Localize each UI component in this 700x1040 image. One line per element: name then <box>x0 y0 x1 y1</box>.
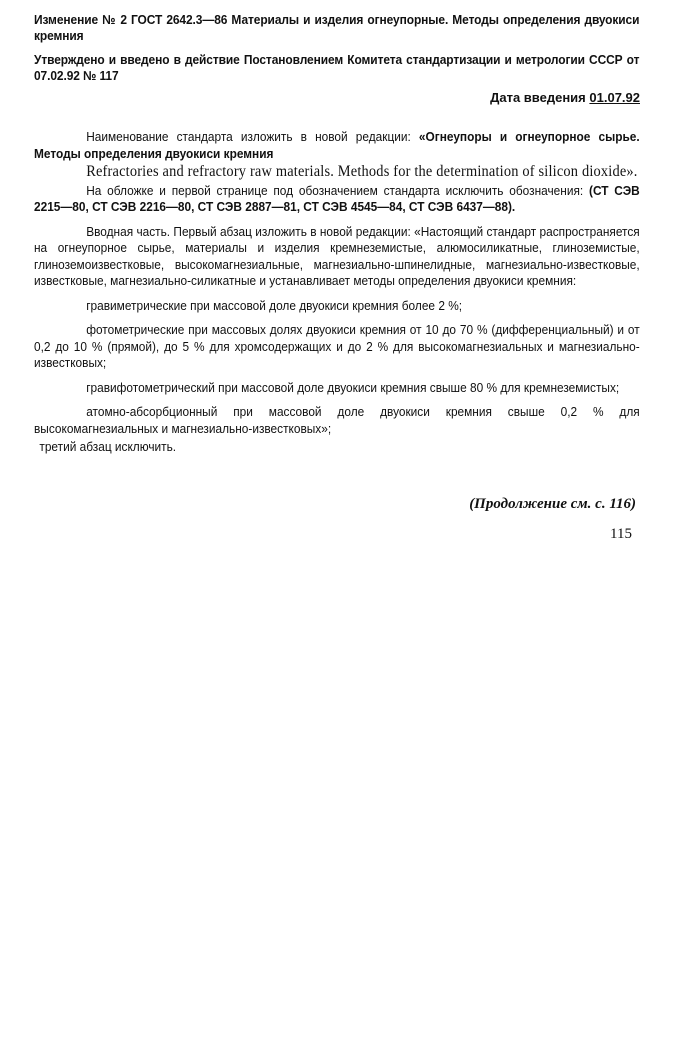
date-value: 01.07.92 <box>589 90 640 105</box>
document-page <box>34 12 640 456</box>
method-photometric: фотометрические при массовых долях двуокиси кремния от 10 до 70 % (дифференциальный) и от 0,2 до 10 % (прямой), до 5 % для хромсодержащих и до 2 % для высокомагнезиальных и магнезиально-известковых; <box>34 322 640 370</box>
method-atomic-absorption: атомно-абсорбционный при массовой доле двуокиси кремния свыше 0,2 % для высокомагнезиальных и магнезиально-известковых»; <box>34 404 640 436</box>
paragraph-introduction: Вводная часть. Первый абзац изложить в новой редакции: «Настоящий стандарт распространяется на огнеупорное сырье, материалы и изделия кремнеземистые, алюмосиликатные, глиноземистые, глиноземоизвестковые, высокомагнезиальные, магнезиально-шпинелидные, магнезиально-известковые, известковые, магнезиально-силикатные и устанавливает методы определения двуокиси кремния: <box>34 223 640 288</box>
date-label: Дата введения <box>490 90 586 105</box>
approval-statement: Утверждено и введено в действие Постановлением Комитета стандартизации и метрологии СССР от 07.02.92 № 117 <box>34 52 640 83</box>
amendment-title: Изменение № 2 ГОСТ 2642.3—86 Материалы и изделия огнеупорные. Методы определения двуокиси кремния <box>34 12 640 43</box>
paragraph-title-change: Наименование стандарта изложить в новой редакции: «Огнеупоры и огнеупорное сырье. Методы определения двуокиси кремния <box>34 129 640 161</box>
method-gravimetric: гравиметрические при массовой доле двуокиси кремния более 2 %; <box>86 297 463 313</box>
cmea-standards-list: (СТ СЭВ 2215—80, СТ СЭВ 2216—80, СТ СЭВ 2887—81, СТ СЭВ 4545—84, СТ СЭВ 6437—88). <box>34 182 640 214</box>
new-title-en: Refractories and refractory raw materials. Methods for the determination of silicon dioxide». <box>86 163 638 180</box>
continuation-note: (Продолжение см. с. 116) <box>469 496 636 512</box>
effective-date <box>34 90 640 105</box>
method-gravphotometric: гравифотометрический при массовой доле двуокиси кремния свыше 80 % для кремнеземистых; <box>86 379 620 395</box>
paragraph-title-english <box>34 164 640 181</box>
new-title-ru: «Огнеупоры и огнеупорное сырье. Методы определения двуокиси кремния <box>34 129 640 161</box>
paragraph-third-exclude: третий абзац исключить. <box>39 439 177 454</box>
page-number: 115 <box>610 526 632 542</box>
paragraph-cover-designation: На обложке и первой странице под обозначением стандарта исключить обозначения: (СТ СЭВ 2215—80, СТ СЭВ 2216—80, СТ СЭВ 2887—81, СТ СЭВ 4545—84, СТ СЭВ 6437—88). <box>34 182 640 214</box>
document-body <box>34 129 640 456</box>
